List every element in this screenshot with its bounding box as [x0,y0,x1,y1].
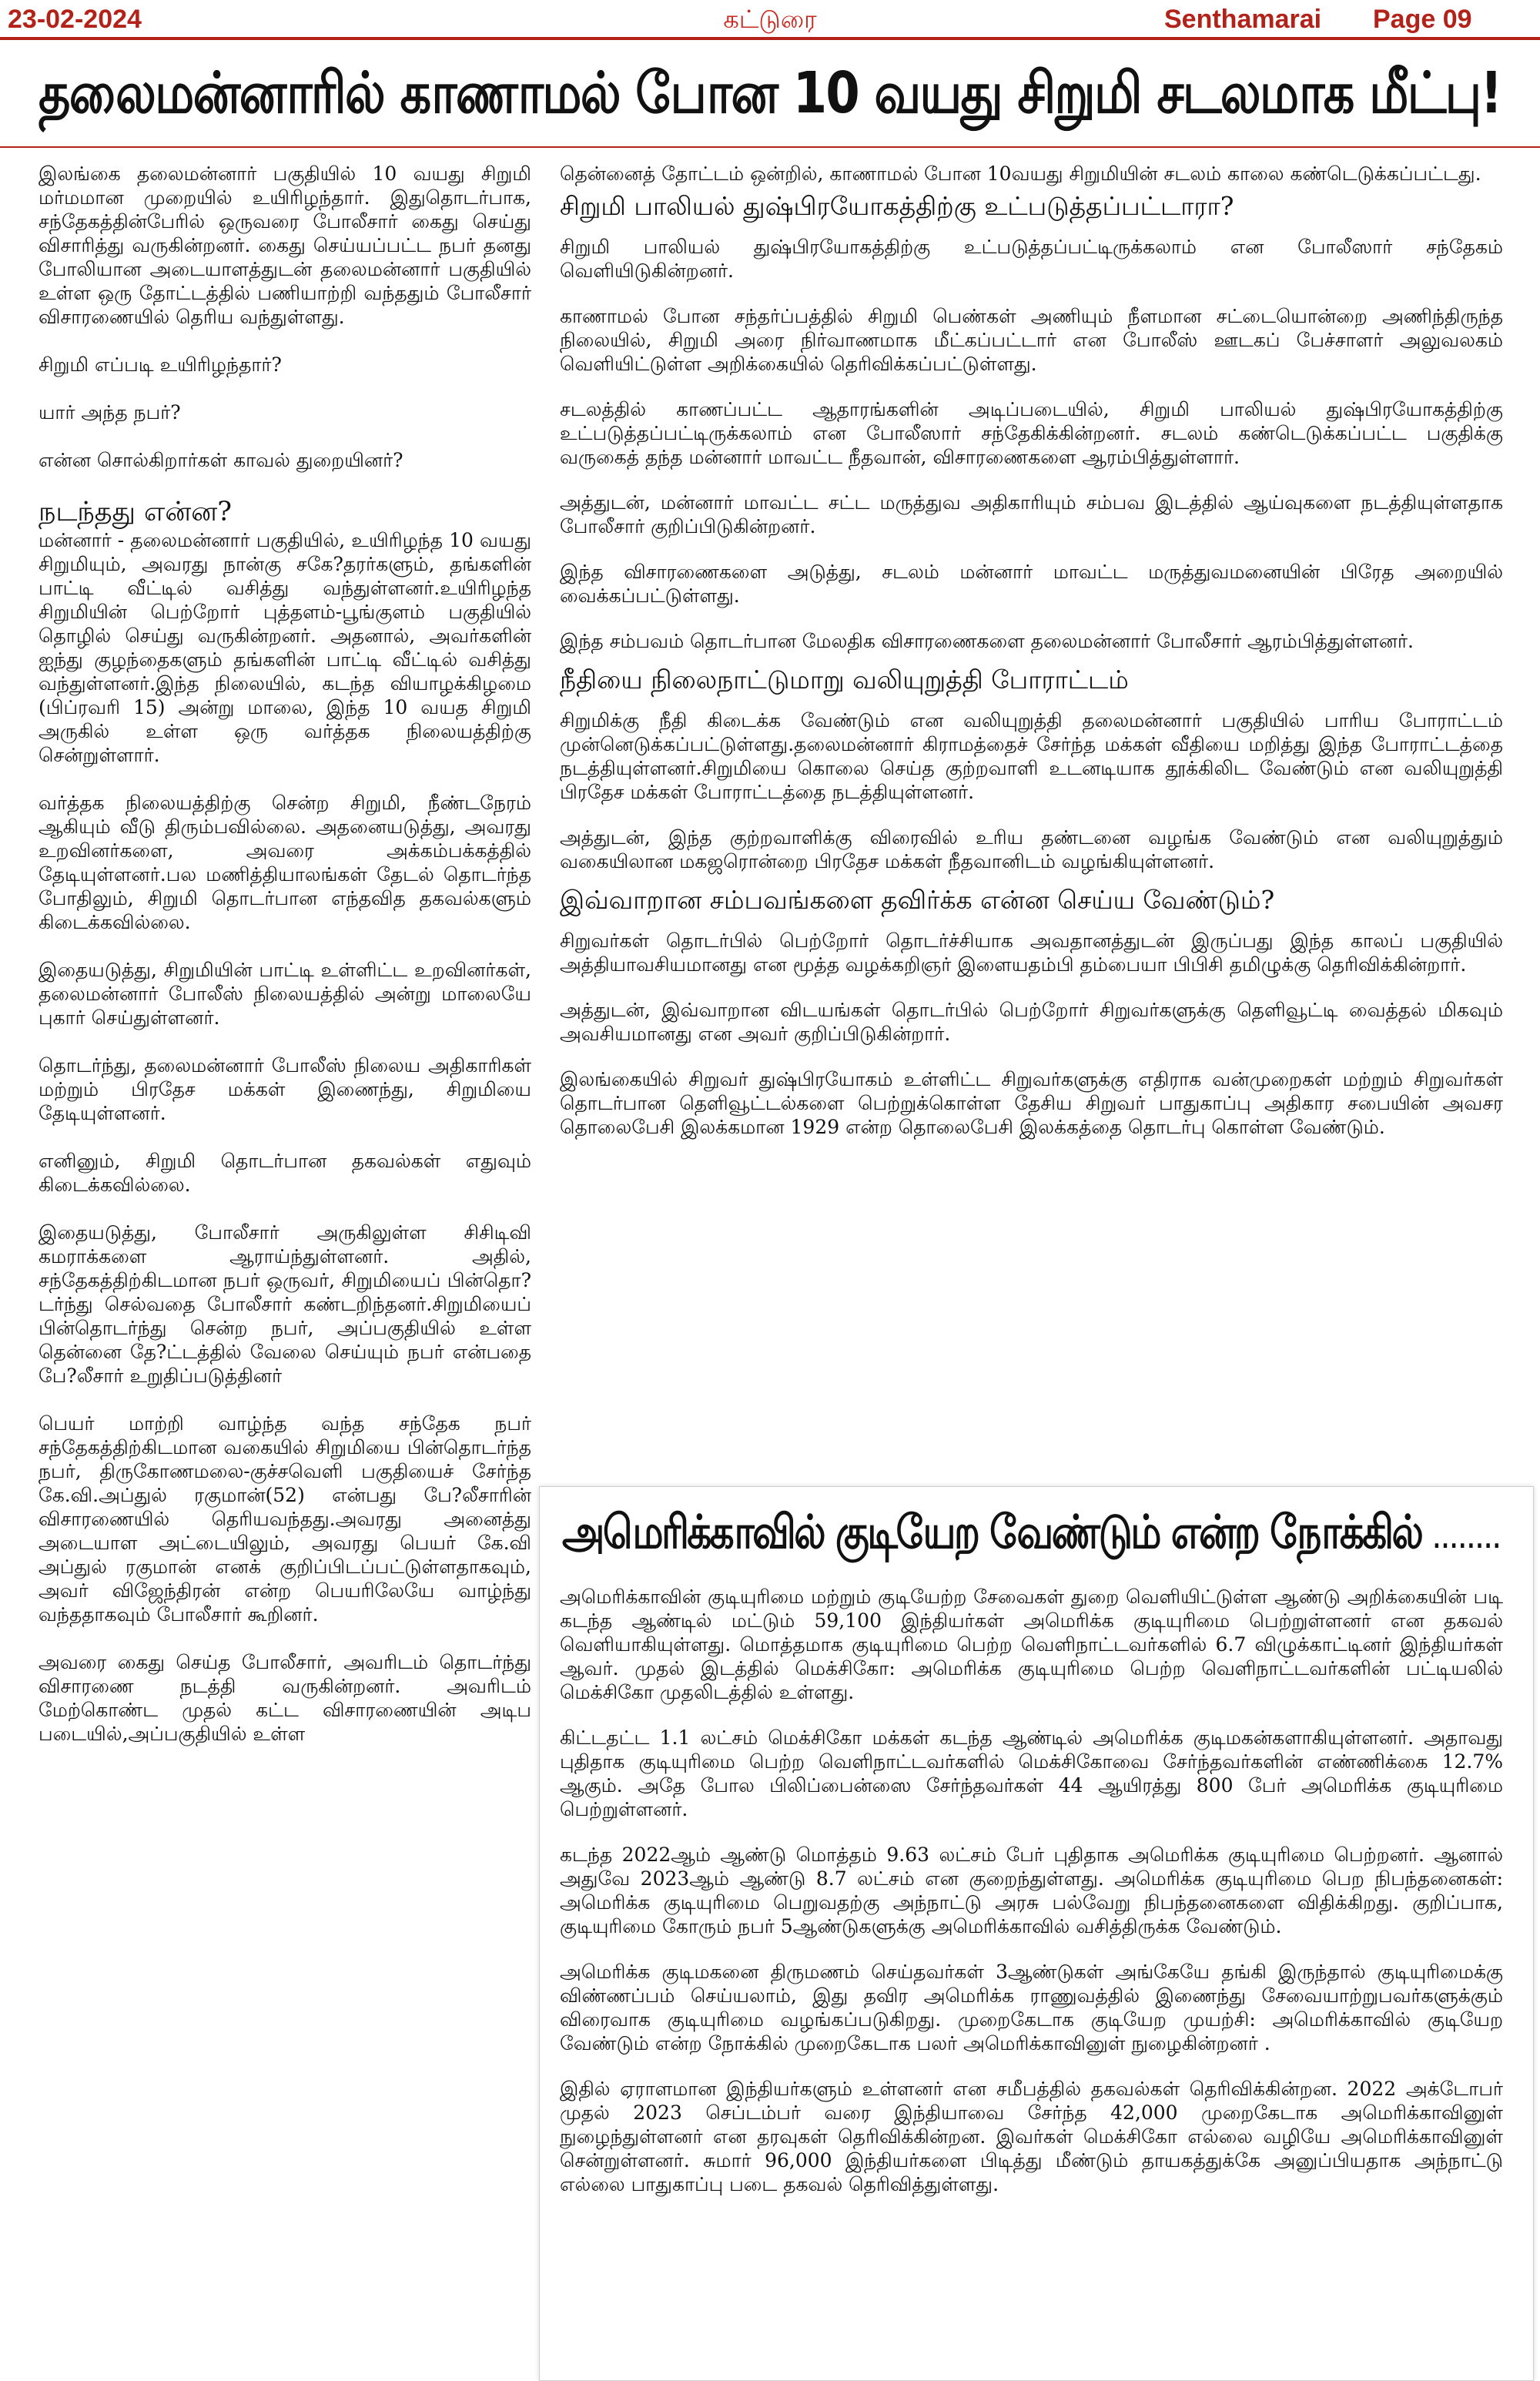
newspaper-name: Senthamarai [1164,5,1322,34]
paragraph: இதையடுத்து, போலீசார் அருகிலுள்ள சிசிடிவி கமராக்களை ஆராய்ந்துள்ளனர். அதில், சந்தேகத்திற்கிடமான நபர் ஒருவர், சிறுமியைப் பின்தொ?டர்ந்து செல்வதை போலீசார் கண்டறிந்தனர்.சிறுமியைப் பின்தொடர்ந்து சென்ற நபர், அப்பகுதியில் உள்ள தென்னை தே?ட்டத்தில் வேலை செய்யும் நபர் என்பதை பே?லீசார் உறுதிப்படுத்தினர் [38,1221,531,1387]
headline-rule [0,146,1540,148]
paragraph: கடந்த 2022ஆம் ஆண்டு மொத்தம் 9.63 லட்சம் பேர் புதிதாக அமெரிக்க குடியுரிமை பெற்றனர். ஆனால் அதுவே 2023ஆம் ஆண்டு 8.7 லட்சம் என குறைந்துள்ளது. அமெரிக்க குடியுரிமை பெற நிபந்தனைகள்: அமெரிக்க குடியுரிமை பெறுவதற்கு அந்நாட்டு அரசு பல்வேறு நிபந்தனைகளை விதிக்கிறது. குறிப்பாக, குடியுரிமை கோரும் நபர் 5ஆண்டுகளுக்கு அமெரிக்காவில் வசித்திருக்க வேண்டும். [560,1844,1503,1937]
subheading-abuse: சிறுமி பாலியல் துஷ்பிரயோகத்திற்கு உட்படுத்தப்பட்டாரா? [560,191,1234,221]
paragraph: எனினும், சிறுமி தொடர்பான தகவல்கள் எதுவும் கிடைக்கவில்லை. [38,1150,531,1196]
section-name: கட்டுரை [723,5,817,34]
page-header [0,0,1540,37]
paragraph: இலங்கையில் சிறுவர் துஷ்பிரயோகம் உள்ளிட்ட சிறுவர்களுக்கு எதிராக வன்முறைகள் மற்றும் சிறுவர்கள் தொடர்பான தெளிவூட்டல்களை பெற்றுக்கொள்ள தேசிய சிறுவர் பாதுகாப்பு அதிகார சபையின் அவசர தொலைபேசி இலக்கமான 1929 என்ற தொலைபேசி இலக்கத்தை தொடர்பு கொள்ள வேண்டும். [560,1068,1503,1138]
paragraph: அமெரிக்காவின் குடியுரிமை மற்றும் குடியேற்ற சேவைகள் துறை வெளியிட்டுள்ள ஆண்டு அறிக்கையின் படி கடந்த ஆண்டில் மட்டும் 59,100 இந்தியர்கள் அமெரிக்க குடியுரிமை பெற்றுள்ளனர் என தகவல் வெளியாகியுள்ளது. மொத்தமாக குடியுரிமை பெற்ற வெளிநாட்டவர்களில் 6.7 விழுக்காட்டினர் இந்தியர்கள் ஆவர். முதல் இடத்தில் மெக்சிகோ: அமெரிக்க குடியுரிமை பெற்ற வெளிநாட்டவர்களின் பட்டியலில் மெக்சிகோ முதலிடத்தில் உள்ளது. [560,1586,1503,1703]
paragraph: இந்த விசாரணைகளை அடுத்து, சடலம் மன்னார் மாவட்ட மருத்துவமனையின் பிரேத அறையில் வைக்கப்பட்டுள்ளது. [560,561,1503,607]
paragraph: அமெரிக்க குடிமகனை திருமணம் செய்தவர்கள் 3ஆண்டுகள் அங்கேயே தங்கி இருந்தால் குடியுரிமைக்கு விண்ணப்பம் செய்யலாம், இது தவிர அமெரிக்க ராணுவத்தில் இணைந்து சேவையாற்றுபவர்களுக்கும் விரைவாக குடியுரிமை வழங்கப்படுகிறது. முறைகேடாக குடியேற முயற்சி: அமெரிக்காவில் குடியேற வேண்டும் என்ற நோக்கில் முறைகேடாக பலர் அமெரிக்காவினுள் நுழைகின்றனர் . [560,1961,1503,2054]
paragraph: இந்த சம்பவம் தொடர்பான மேலதிக விசாரணைகளை தலைமன்னார் போலீசார் ஆரம்பித்துள்ளனர். [560,630,1414,652]
sidebar-article-title [562,1505,1502,1566]
header-rule [0,37,1540,40]
subheading-protest: நீதியை நிலைநாட்டுமாறு வலியுறுத்தி போராட்டம் [560,665,1129,695]
question-3: என்ன சொல்கிறார்கள் காவல் துறையினர்? [38,449,403,471]
issue-date: 23-02-2024 [8,5,142,34]
main-headline: தலைமன்னாரில் காணாமல் போன 10 வயது சிறுமி சடலமாக மீட்பு! [38,60,1502,126]
paragraph: சிறுமிக்கு நீதி கிடைக்க வேண்டும் என வலியுறுத்தி தலைமன்னார் பகுதியில் பாரிய போராட்டம் முன்னெடுக்கப்பட்டுள்ளது.தலைமன்னார் கிராமத்தைச் சேர்ந்த மக்கள் வீதியை மறித்து இந்த போராட்டத்தை நடத்தியுள்ளனர்.சிறுமியை கொலை செய்த குற்றவாளி உடனடியாக தூக்கிலிட வேண்டும் என வலியுறுத்தி பிரதேச மக்கள் போராட்டத்தை நடத்தியுள்ளனர். [560,709,1503,803]
paragraph: கிட்டதட்ட 1.1 லட்சம் மெக்சிகோ மக்கள் கடந்த ஆண்டில் அமெரிக்க குடிமகன்களாகியுள்ளனர். அதாவது புதிதாக குடியுரிமை பெற்ற வெளிநாட்டவர்களில் மெக்சிகோவை சேர்ந்தவர்களின் எண்ணிக்கை 12.7% ஆகும். அதே போல பிலிப்பைன்ஸை சேர்ந்தவர்கள் 44 ஆயிரத்து 800 பேர் அமெரிக்க குடியுரிமை பெற்றுள்ளனர். [560,1726,1503,1820]
paragraph: பெயர் மாற்றி வாழ்ந்த வந்த சந்தேக நபர் சந்தேகத்திற்கிடமான வகையில் சிறுமியை பின்தொடர்ந்த நபர், திருகோணமலை-குச்சவெளி பகுதியைச் சேர்ந்த கே.வி.அப்துல் ரகுமான்(52) என்பது பே?லீசாரின் விசாரணையில் தெரியவந்தது.அவரது அனைத்து அடையாள அட்டையிலும், அவரது பெயர் கே.வி அப்துல் ரகுமான் எனக் குறிப்பிடப்பட்டுள்ளதாகவும், அவர் விஜேந்திரன் என்ற பெயரிலேயே வாழ்ந்து வந்ததாகவும் போலீசார் கூறினர். [38,1412,531,1626]
paragraph: மன்னார் - தலைமன்னார் பகுதியில், உயிரிழந்த 10 வயது சிறுமியும், அவரது நான்கு சகே?தரர்களும், தங்களின் பாட்டி வீட்டில் வசித்து வந்துள்ளனர்.உயிரிழந்த சிறுமியின் பெற்றோர் புத்தளம்-பூங்குளம் பகுதியில் தொழில் செய்து வருகின்றனர். அதனால், அவர்களின் ஐந்து குழந்தைகளும் தங்களின் பாட்டி வீட்டில் வசித்து வந்துள்ளனர்.இந்த நிலையில், கடந்த வியாழக்கிழமை (பிப்ரவரி 15) அன்று மாலை, இந்த 10 வயத சிறுமி அருகில் உள்ள ஒரு வர்த்தக நிலையத்திற்கு சென்றுள்ளார். [38,529,531,766]
question-1: சிறுமி எப்படி உயிரிழந்தார்? [38,353,282,376]
paragraph: அத்துடன், இந்த குற்றவாளிக்கு விரைவில் உரிய தண்டனை வழங்க வேண்டும் என வலியுறுத்தும் வகையிலான மகஜரொன்றை பிரதேச மக்கள் நீதவானிடம் வழங்கியுள்ளனர். [560,826,1503,872]
paragraph: தொடர்ந்து, தலைமன்னார் போலீஸ் நிலைய அதிகாரிகள் மற்றும் பிரதேச மக்கள் இணைந்து, சிறுமியை தேடியுள்ளனர். [38,1054,531,1124]
paragraph: வர்த்தக நிலையத்திற்கு சென்ற சிறுமி, நீண்டநேரம் ஆகியும் வீடு திரும்பவில்லை. அதனையடுத்து, அவரது உறவினர்களை, அவரை அக்கம்பக்கத்தில் தேடியுள்ளனர்.பல மணித்தியாலங்கள் தேடல் தொடர்ந்த போதிலும், சிறுமி தொடர்பான எந்தவித தகவல்களும் கிடைக்கவில்லை. [38,792,531,933]
paragraph: அத்துடன், மன்னார் மாவட்ட சட்ட மருத்துவ அதிகாரியும் சம்பவ இடத்தில் ஆய்வுகளை நடத்தியுள்ளதாக போலீசார் குறிப்பிடுகின்றனர். [560,491,1503,537]
paragraph: இதையடுத்து, சிறுமியின் பாட்டி உள்ளிட்ட உறவினர்கள், தலைமன்னார் போலீஸ் நிலையத்தில் அன்று மாலையே புகார் செய்துள்ளனர். [38,959,531,1029]
paragraph: அவரை கைது செய்த போலீசார், அவரிடம் தொடர்ந்து விசாரணை நடத்தி வருகின்றனர். அவரிடம் மேற்கொண்ட முதல் கட்ட விசாரணையின் அடிப படையில்,அப்பகுதியில் உள்ள [38,1651,531,1745]
paragraph: தென்னைத் தோட்டம் ஒன்றில், காணாமல் போன 10வயது சிறுமியின் சடலம் காலை கண்டெடுக்கப்பட்டது. [560,162,1481,185]
title-ellipsis: ........ [1433,1527,1502,1554]
paragraph: சிறுமி பாலியல் துஷ்பிரயோகத்திற்கு உட்படுத்தப்பட்டிருக்கலாம் என போலீஸார் சந்தேகம் வெளியிடுகின்றனர். [560,236,1503,282]
subheading-prevention: இவ்வாறான சம்பவங்களை தவிர்க்க என்ன செய்ய வேண்டும்? [560,885,1275,915]
subheading-what-happened: நடந்தது என்ன? [38,497,232,527]
left-column [38,162,531,1746]
intro-paragraph: இலங்கை தலைமன்னார் பகுதியில் 10 வயது சிறுமி மர்மமான முறையில் உயிரிழந்தார். இதுதொடர்பாக, சந்தேகத்தின்பேரில் ஒருவரை போலீசார் கைது செய்து விசாரித்து வருகின்றனர். கைது செய்யப்பட்ட நபர் தனது போலியான அடையாளத்துடன் தலைமன்னார் பகுதியில் உள்ள ஒரு தோட்டத்தில் பணியாற்றி வந்ததும் போலீசார் விசாரணையில் தெரிய வந்துள்ளது. [38,162,531,328]
question-2: யார் அந்த நபர்? [38,401,181,424]
right-column [560,162,1503,1139]
sidebar-title-text: அமெரிக்காவில் குடியேற வேண்டும் என்ற நோக்கில் [562,1505,1422,1559]
sidebar-article-body [560,1585,1503,2218]
paragraph: சடலத்தில் காணப்பட்ட ஆதாரங்களின் அடிப்படையில், சிறுமி பாலியல் துஷ்பிரயோகத்திற்கு உட்படுத்தப்பட்டிருக்கலாம் என போலீஸார் சந்தேகிக்கின்றனர். சடலம் கண்டெடுக்கப்பட்ட பகுதிக்கு வருகைத் தந்த மன்னார் மாவட்ட நீதவான், விசாரணைகளை ஆரம்பித்துள்ளார். [560,398,1503,468]
paragraph: காணாமல் போன சந்தர்ப்பத்தில் சிறுமி பெண்கள் அணியும் நீளமான சட்டையொன்றை அணிந்திருந்த நிலையில், சிறுமி அரை நிர்வாணமாக மீட்கப்பட்டார் என போலீஸ் ஊடகப் பேச்சாளர் அலுவலகம் வெளியிட்டுள்ள அறிக்கையில் தெரிவிக்கப்பட்டுள்ளது. [560,305,1503,375]
paragraph: சிறுவர்கள் தொடர்பில் பெற்றோர் தொடர்ச்சியாக அவதானத்துடன் இருப்பது இந்த காலப் பகுதியில் அத்தியாவசியமானது என மூத்த வழக்கறிஞர் இளையதம்பி தம்பையா பிபிசி தமிழுக்கு தெரிவிக்கின்றார். [560,929,1503,976]
page-number: Page 09 [1373,5,1472,34]
paragraph: அத்துடன், இவ்வாறான விடயங்கள் தொடர்பில் பெற்றோர் சிறுவர்களுக்கு தெளிவூட்டி வைத்தல் மிகவும் அவசியமானது என அவர் குறிப்பிடுகின்றார். [560,999,1503,1045]
paragraph: இதில் ஏராளமான இந்தியர்களும் உள்ளனர் என சமீபத்தில் தகவல்கள் தெரிவிக்கின்றன. 2022 அக்டோபர் முதல் 2023 செப்டம்பர் வரை இந்தியாவை சேர்ந்த 42,000 முறைகேடாக அமெரிக்காவினுள் நுழைந்துள்ளனர் என தரவுகள் தெரிவிக்கின்றன. இவர்கள் மெக்சிகோ எல்லை வழியே அமெரிக்காவினுள் சென்றுள்ளனர். சுமார் 96,000 இந்தியர்களை பிடித்து மீண்டும் தாயகத்துக்கே அனுப்பியதாக அந்நாட்டு எல்லை பாதுகாப்பு படை தகவல் தெரிவித்துள்ளது. [560,2078,1503,2195]
